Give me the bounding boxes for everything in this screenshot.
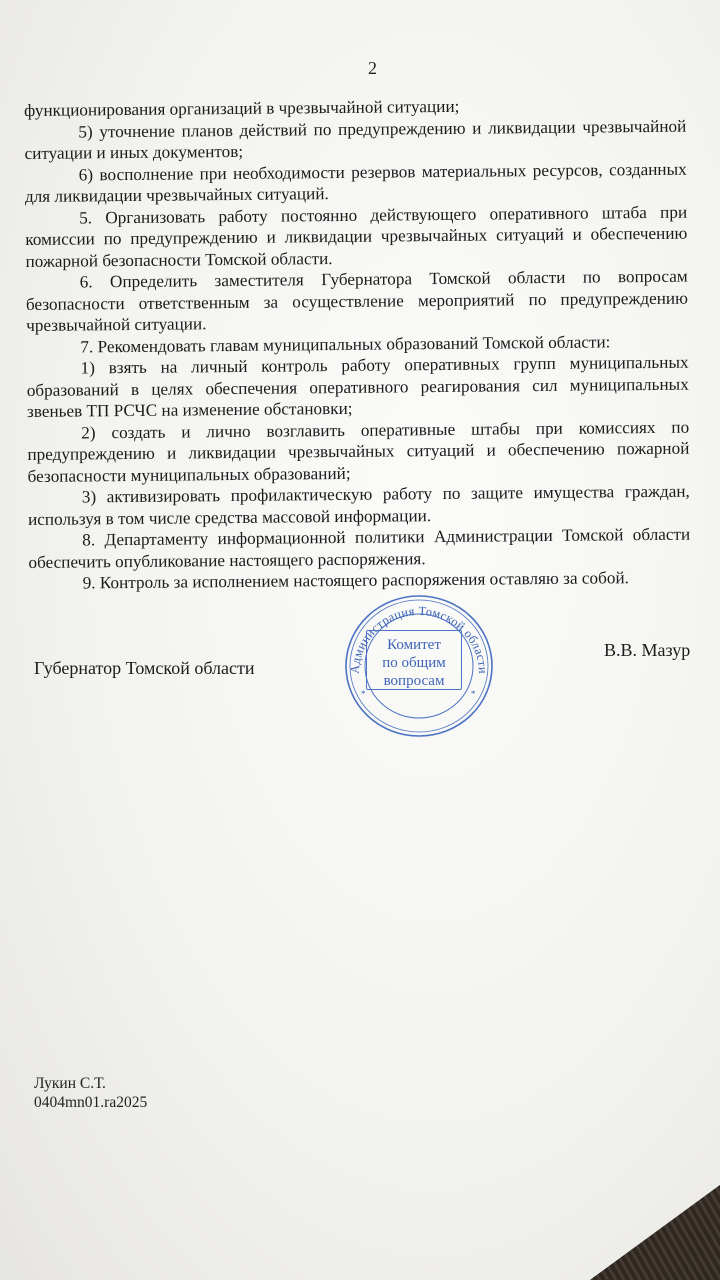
- stamp-inner-line: вопросам: [383, 673, 445, 689]
- document-body: [24, 94, 691, 595]
- paragraph: 6) восполнение при необходимости резервов материальных ресурсов, созданных для ликвидации чрезвычайных ситуаций.: [24, 159, 687, 206]
- paragraph: 2) создать и лично возглавить оперативные штабы при комиссиях по предупреждению и ликвидации чрезвычайных ситуаций и обеспечению пожарной безопасности муниципальных образований;: [27, 417, 690, 486]
- paragraph: 1) взять на личный контроль работу оперативных групп муниципальных образований в целях обеспечения оперативного реагирования сил муниципальных звеньев ТП РСЧС на изменение обстановки;: [26, 352, 689, 421]
- official-stamp: [339, 591, 499, 741]
- svg-text:*: *: [361, 689, 366, 699]
- paragraph: 7. Рекомендовать главам муниципальных образований Томской области:: [80, 331, 611, 356]
- paragraph: 3) активизировать профилактическую работу по защите имущества граждан, используя в том числе средства массовой информации.: [27, 481, 690, 529]
- document-code: 0404mn01.ra2025: [34, 1094, 148, 1111]
- stamp-inner-line: Комитет: [387, 637, 441, 653]
- stamp-inner-box: [366, 630, 462, 690]
- stamp-inner-line: по общим: [382, 655, 446, 671]
- stamp-ring-text: Администрация Томской области: [347, 603, 491, 675]
- paragraph: 8. Департаменту информационной политики Администрации Томской области обеспечить опубликование настоящего распоряжения.: [28, 524, 691, 572]
- executor-info: [34, 1074, 147, 1112]
- signatory-position: Губернатор Томской области: [34, 658, 255, 678]
- page-number: 2: [368, 58, 377, 78]
- svg-text:*: *: [471, 689, 476, 699]
- paragraph: функционирования организаций в чрезвычайной ситуации;: [24, 96, 460, 120]
- signatory-name: В.В. Мазур: [604, 640, 691, 660]
- paragraph: 6. Определить заместителя Губернатора Томской области по вопросам безопасности ответственным за осуществление мероприятий по предупреждению чрезвычайной ситуации.: [25, 266, 689, 335]
- executor-name: Лукин С.Т.: [34, 1075, 106, 1092]
- paragraph: 9. Контроль за исполнением настоящего распоряжения оставляю за собой.: [82, 568, 629, 593]
- paragraph: 5) уточнение планов действий по предупреждению и ликвидации чрезвычайной ситуации и иных документов;: [24, 116, 687, 163]
- paragraph: 5. Организовать работу постоянно действующего оперативного штаба при комиссии по предупреждению и ликвидации чрезвычайных ситуаций и обеспечению пожарной безопасности Томской области.: [25, 202, 688, 271]
